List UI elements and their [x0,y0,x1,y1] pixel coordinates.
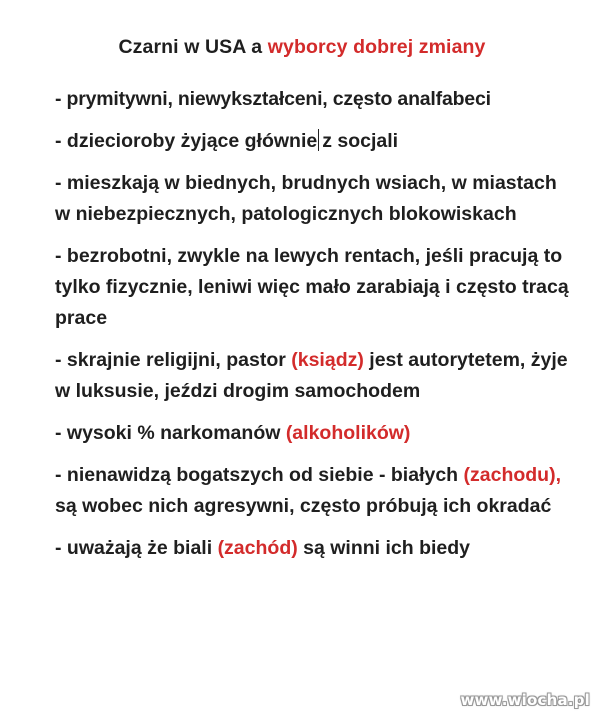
list-item-4: - bezrobotni, zwykle na lewych rentach, jeśli pracują to tylko fizycznie, leniwi więc mało zarabiają i często tracą prace [55,245,569,329]
list-item-5: - skrajnie religijni, pastor (ksiądz) jest autorytetem, żyje w luksusie, jeździ drogim samochodem [55,349,568,402]
list-item-3: - mieszkają w biednych, brudnych wsiach, w miastach w niebezpiecznych, patologicznych blokowiskach [55,172,557,225]
red-annotation: (ksiądz) [291,349,364,371]
list-item-2: - dzieciorobу żyjące głównie z socjali [55,130,399,152]
list-item-7: - nienawidzą bogatszych od siebie - białych (zachodu), są wobec nich agresywni, często próbują ich okradać [55,464,562,517]
red-annotation: (zachodu), [463,464,562,486]
red-annotation: (zachód) [217,537,298,559]
list-item-8: - uważają że biali (zachód) są winni ich biedy [55,537,471,559]
site-watermark: www.wiocha.pl [460,691,590,709]
list-item-1: - prymitywni, niewykształceni, często analfabeci [55,88,491,110]
list-item-6: - wysoki % narkomanów (alkoholików) [55,422,411,444]
title-part-red: wyborcy dobrej zmiany [267,36,486,58]
bullet-list [55,84,575,575]
red-annotation: (alkoholików) [285,422,411,444]
title-part-black: Czarni w USA a [118,36,268,58]
text-cursor [318,129,319,151]
document-title [0,36,604,59]
